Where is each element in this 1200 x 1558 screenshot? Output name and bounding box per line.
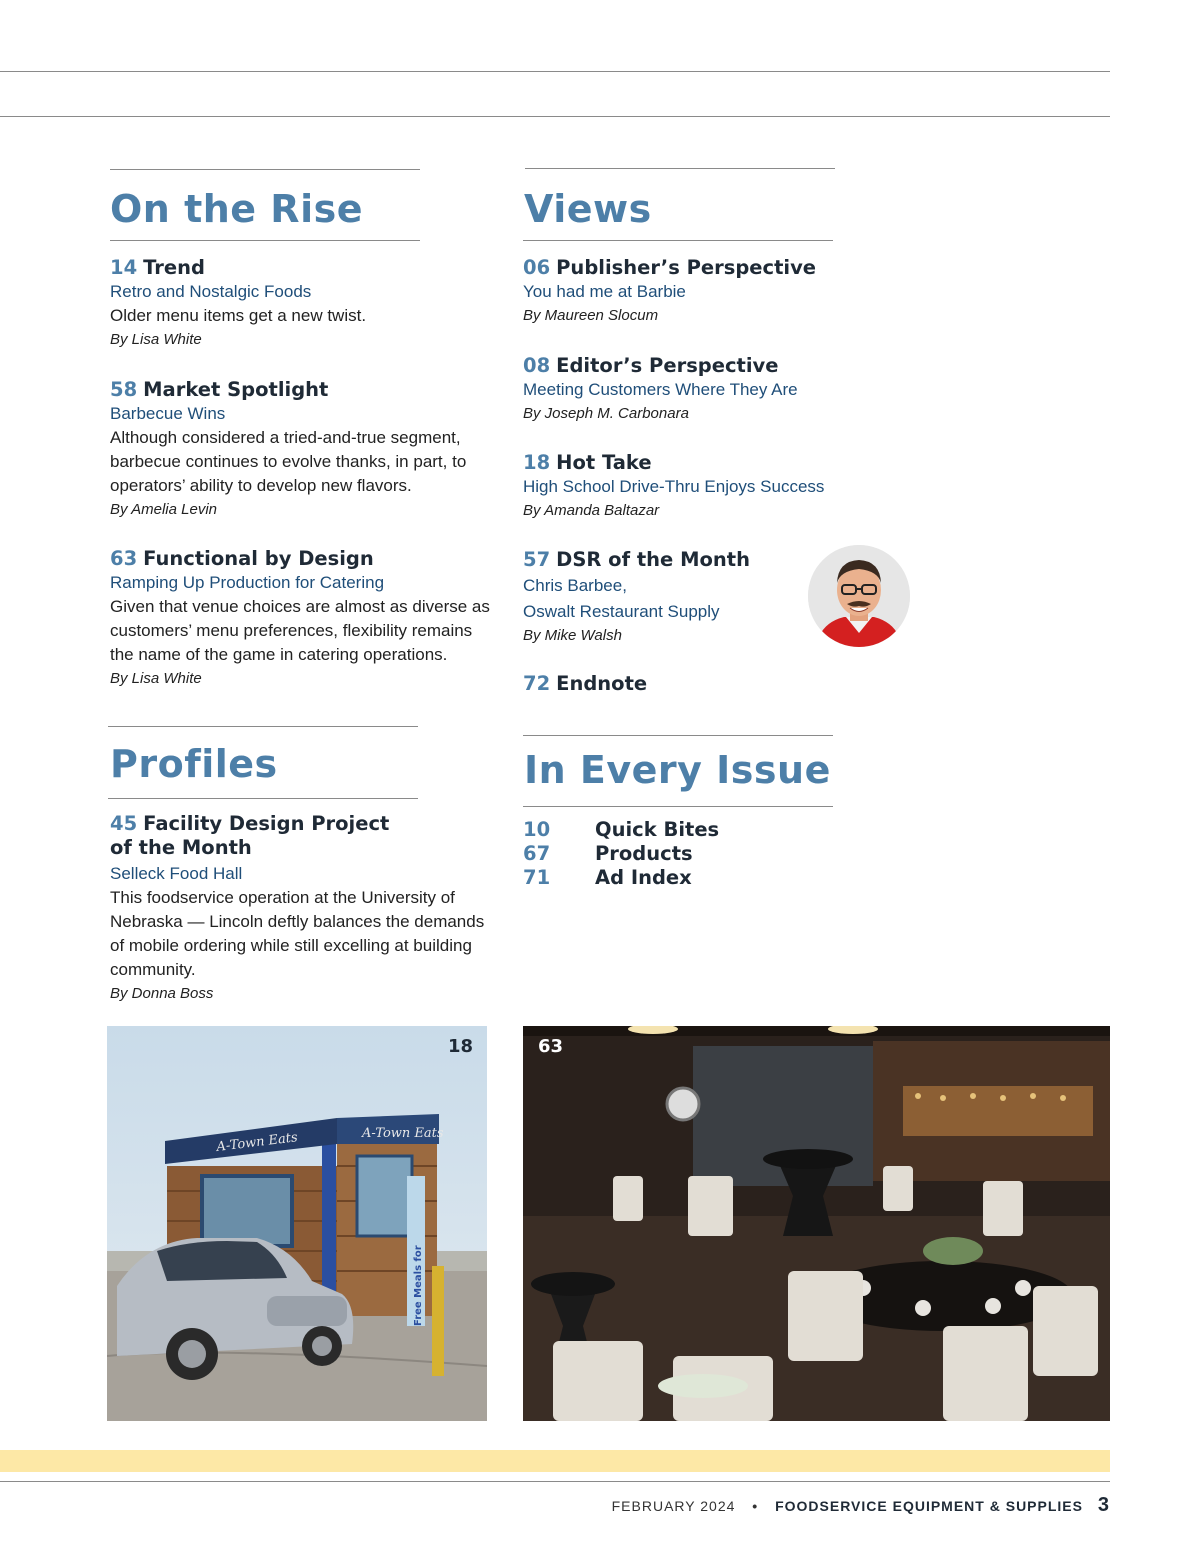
section-heading-profiles: Profiles — [110, 742, 278, 786]
profiles-item-facility-design[interactable] — [110, 812, 500, 1006]
rise-item-trend[interactable] — [110, 256, 500, 352]
item-subtitle-company: Oswalt Restaurant Supply — [523, 602, 720, 621]
dsr-portrait-avatar — [808, 545, 910, 647]
item-subtitle: Meeting Customers Where They Are — [523, 380, 798, 399]
photo-food-hall[interactable] — [523, 1026, 1110, 1421]
footer-page-number: 3 — [1097, 1494, 1110, 1516]
item-title — [110, 378, 500, 402]
item-title — [523, 354, 853, 378]
page-number: 58 — [110, 378, 138, 401]
item-category: Publisher’s Perspective — [556, 256, 817, 279]
item-title-line2: of the Month — [110, 836, 252, 859]
kiosk-sign-left: A-Town Eats — [215, 1130, 299, 1155]
item-byline: By Lisa White — [110, 331, 202, 348]
item-subtitle: High School Drive-Thru Enjoys Success — [523, 477, 825, 496]
item-subtitle: Selleck Food Hall — [110, 864, 243, 883]
footer — [612, 1494, 1110, 1517]
page-number: 71 — [523, 866, 551, 889]
banner-text: Free Meals for — [413, 1245, 424, 1326]
item-category: Facility Design Project — [143, 812, 390, 835]
rise-rule-top — [110, 169, 420, 170]
item-byline: By Lisa White — [110, 670, 202, 687]
page-number: 63 — [110, 547, 138, 570]
item-title — [110, 812, 500, 836]
views-rule-bottom — [523, 240, 833, 241]
rise-item-market-spotlight[interactable] — [110, 378, 500, 522]
page-number: 72 — [523, 672, 551, 695]
on-the-rise-section — [110, 187, 500, 231]
issue-row-quick-bites[interactable] — [523, 818, 853, 842]
section-heading-in-every-issue: In Every Issue — [524, 748, 831, 792]
section-heading-views: Views — [524, 187, 652, 231]
item-category: Editor’s Perspective — [556, 354, 779, 377]
issue-row-ad-index[interactable] — [523, 866, 853, 890]
profiles-rule-top — [108, 726, 418, 727]
item-subtitle: Barbecue Wins — [110, 404, 226, 423]
page-number: 08 — [523, 354, 551, 377]
photo-drive-thru[interactable] — [107, 1026, 487, 1421]
item-byline: By Joseph M. Carbonara — [523, 405, 689, 422]
portrait-illustration — [808, 545, 910, 647]
in-every-issue-section — [524, 748, 854, 792]
page-number: 45 — [110, 812, 138, 835]
item-title — [523, 548, 803, 572]
page-number: 14 — [110, 256, 138, 279]
photo-page-number: 18 — [447, 1036, 473, 1057]
item-subtitle: Ramping Up Production for Catering — [110, 573, 385, 592]
page-number: 10 — [523, 818, 551, 841]
issue-label: Quick Bites — [595, 818, 720, 841]
page-number: 67 — [523, 842, 551, 865]
views-section — [524, 187, 844, 231]
item-description: Although considered a tried-and-true segment, barbecue continues to evolve thanks, in part, to operators’ ability to develop new flavors. — [110, 428, 467, 495]
footer-publication: FOODSERVICE EQUIPMENT & SUPPLIES — [775, 1498, 1083, 1514]
item-title — [523, 451, 863, 475]
views-rule-top — [525, 168, 835, 169]
views-item-hot-take[interactable] — [523, 451, 863, 523]
item-byline: By Amanda Baltazar — [523, 502, 660, 519]
rise-rule-bottom — [110, 240, 420, 241]
item-byline: By Donna Boss — [110, 985, 214, 1002]
item-byline: By Amelia Levin — [110, 501, 217, 518]
issue-rule-top — [523, 735, 833, 736]
food-hall-illustration — [523, 1026, 1110, 1421]
views-item-endnote[interactable] — [523, 672, 853, 696]
footer-bullet: • — [752, 1498, 759, 1514]
page-number: 06 — [523, 256, 551, 279]
item-subtitle: You had me at Barbie — [523, 282, 686, 301]
views-item-dsr-of-the-month[interactable] — [523, 548, 803, 648]
issue-row-products[interactable] — [523, 842, 853, 866]
views-item-publishers-perspective[interactable] — [523, 256, 853, 328]
item-description: Given that venue choices are almost as diverse as customers’ menu preferences, flexibility remains the name of the game in catering operations. — [110, 597, 490, 664]
item-subtitle: Retro and Nostalgic Foods — [110, 282, 312, 301]
rise-item-functional-by-design[interactable] — [110, 547, 500, 691]
top-rule-2 — [0, 116, 1110, 117]
item-subtitle: Chris Barbee, — [523, 576, 627, 595]
footer-rule — [0, 1481, 1110, 1482]
drive-thru-illustration — [107, 1026, 487, 1421]
top-rule-1 — [0, 71, 1110, 72]
item-category: Market Spotlight — [143, 378, 329, 401]
photo-page-number: 63 — [538, 1036, 564, 1057]
in-every-issue-list — [523, 818, 853, 890]
item-category: Hot Take — [556, 451, 652, 474]
item-category: Functional by Design — [143, 547, 374, 570]
issue-label: Products — [595, 842, 693, 865]
item-byline: By Maureen Slocum — [523, 307, 659, 324]
page-number: 57 — [523, 548, 551, 571]
profiles-rule-bottom — [108, 798, 418, 799]
item-description: Older menu items get a new twist. — [110, 306, 367, 325]
profiles-section — [110, 742, 430, 786]
item-category: Endnote — [556, 672, 648, 695]
section-heading-on-the-rise: On the Rise — [110, 187, 363, 231]
item-title — [523, 672, 853, 696]
item-title — [110, 547, 500, 571]
issue-label: Ad Index — [595, 866, 692, 889]
footer-color-band — [0, 1450, 1110, 1472]
kiosk-sign-right: A-Town Eats — [362, 1126, 444, 1141]
item-category: Trend — [143, 256, 205, 279]
item-title — [523, 256, 853, 280]
item-byline: By Mike Walsh — [523, 627, 622, 644]
issue-rule-bottom — [523, 806, 833, 807]
views-item-editors-perspective[interactable] — [523, 354, 853, 426]
item-description: This foodservice operation at the University of Nebraska — Lincoln deftly balances the demands of mobile ordering while still excelling at building community. — [110, 888, 485, 979]
page-number: 18 — [523, 451, 551, 474]
footer-date: FEBRUARY 2024 — [611, 1498, 736, 1514]
item-category: DSR of the Month — [556, 548, 750, 571]
item-title — [110, 256, 500, 280]
